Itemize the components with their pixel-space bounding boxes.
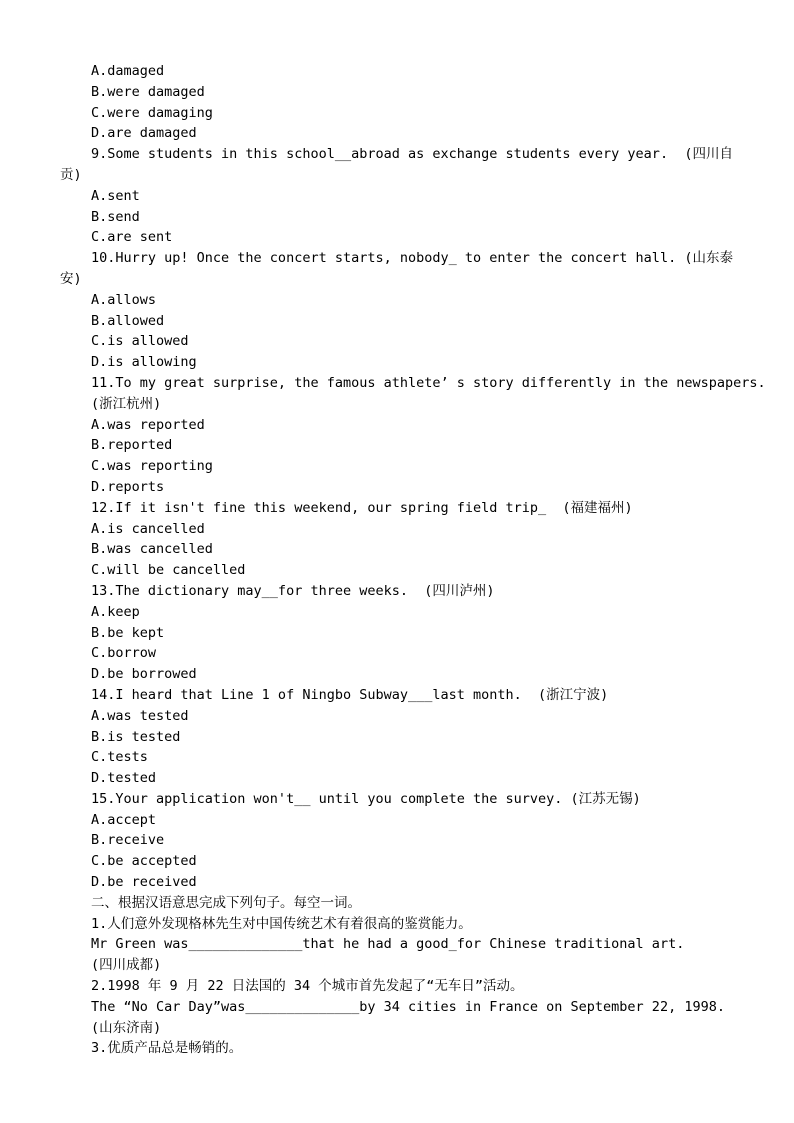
answer-option: B.send xyxy=(91,208,140,225)
question-text: 10.Hurry up! Once the concert starts, nobody_ to enter the concert hall. (山东泰 xyxy=(91,250,733,267)
question-text: 二、根据汉语意思完成下列句子。每空一词。 xyxy=(91,894,361,911)
question-text: The “No Car Day”was______________by 34 cities in France on September 22, 1998. xyxy=(91,998,725,1015)
question-text: 14.I heard that Line 1 of Ningbo Subway___last month. (浙江宁波) xyxy=(91,686,609,703)
answer-option: D.be received xyxy=(91,874,197,891)
answer-option: A.was tested xyxy=(91,707,189,724)
answer-option: C.will be cancelled xyxy=(91,562,246,579)
answer-option: B.reported xyxy=(91,437,173,454)
question-continuation: 安) xyxy=(60,270,82,287)
answer-option: D.tested xyxy=(91,770,157,787)
document-page xyxy=(0,61,794,1059)
question-text: 13.The dictionary may__for three weeks. (四川泸州) xyxy=(91,582,495,599)
question-text: 12.If it isn't fine this weekend, our spring field trip_ (福建福州) xyxy=(91,499,633,516)
question-text: (山东济南) xyxy=(91,1019,162,1036)
answer-option: B.be kept xyxy=(91,624,165,641)
answer-option: A.accept xyxy=(91,811,157,828)
answer-option: C.borrow xyxy=(91,645,157,662)
answer-option: A.allows xyxy=(91,291,157,308)
answer-option: D.are damaged xyxy=(91,125,197,142)
answer-option: A.keep xyxy=(91,603,140,620)
answer-option: C.be accepted xyxy=(91,853,197,870)
question-text: (四川成都) xyxy=(91,957,162,974)
answer-option: A.damaged xyxy=(91,63,165,79)
question-text: 11.To my great surprise, the famous athlete’ s story differently in the newspapers. xyxy=(91,374,766,391)
question-text: 9.Some students in this school__abroad as exchange students every year. (四川自 xyxy=(91,146,733,163)
answer-option: C.was reporting xyxy=(91,458,213,475)
question-continuation: 贡) xyxy=(60,166,82,183)
answer-option: B.receive xyxy=(91,832,165,849)
question-text: Mr Green was______________that he had a good_for Chinese traditional art. xyxy=(91,936,685,953)
answer-option: C.were damaging xyxy=(91,104,213,121)
question-text: 1.人们意外发现格林先生对中国传统艺术有着很高的鉴赏能力。 xyxy=(91,915,472,932)
answer-option: C.are sent xyxy=(91,229,173,246)
answer-option: B.was cancelled xyxy=(91,541,213,558)
answer-option: C.is allowed xyxy=(91,333,189,350)
answer-option: C.tests xyxy=(91,749,148,766)
answer-option: B.allowed xyxy=(91,312,165,329)
answer-option: A.was reported xyxy=(91,416,205,433)
question-text: (浙江杭州) xyxy=(91,395,162,412)
answer-option: D.be borrowed xyxy=(91,666,197,683)
answer-option: A.sent xyxy=(91,187,140,204)
answer-option: B.is tested xyxy=(91,728,181,745)
answer-option: B.were damaged xyxy=(91,83,205,100)
question-text: 2.1998 年 9 月 22 日法国的 34 个城市首先发起了“无车日”活动。 xyxy=(91,978,524,995)
answer-option: D.reports xyxy=(91,478,165,495)
answer-option: D.is allowing xyxy=(91,354,197,371)
question-text: 15.Your application won't__ until you complete the survey. (江苏无锡) xyxy=(91,790,641,807)
question-text: 3.优质产品总是畅销的。 xyxy=(91,1040,243,1057)
answer-option: A.is cancelled xyxy=(91,520,205,537)
